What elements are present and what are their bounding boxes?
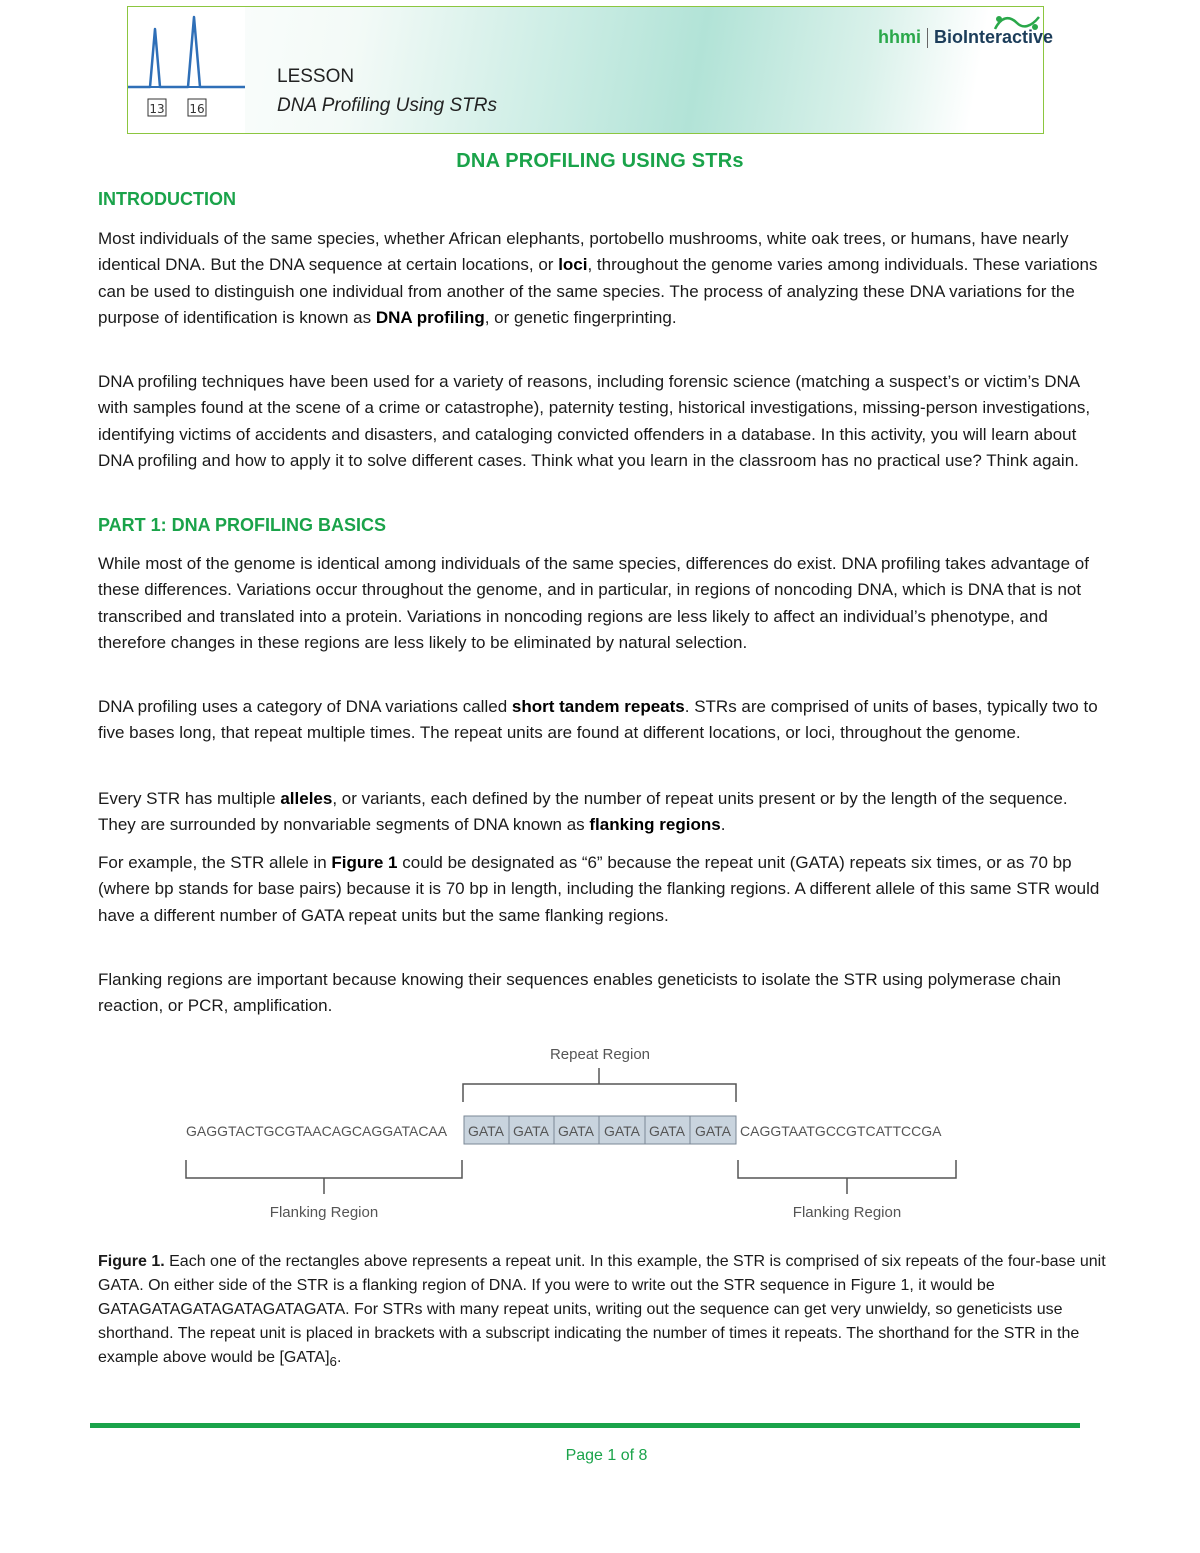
left-flank-label: Flanking Region <box>269 1204 379 1221</box>
lesson-subtitle: DNA Profiling Using STRs <box>277 95 497 116</box>
repeat-units <box>464 1116 736 1144</box>
hhmi-biointeractive-logo <box>878 27 1053 48</box>
intro-paragraph-1 <box>98 226 1103 332</box>
peak-label: 16 <box>189 102 205 116</box>
str-peaks-logo <box>128 7 245 133</box>
part1-paragraph-5: Flanking regions are important because knowing their sequences enables geneticists to isolate the STR using polymerase chain reaction, or PCR, amplification. <box>98 970 1061 1016</box>
repeat-unit: GATA <box>694 1123 732 1139</box>
document-title: DNA PROFILING USING STRs <box>456 150 744 172</box>
text: . STRs are comprised of units of bases, typically two to five bases long, that repeat multiple times. The repeat units are found at different locations, or loci, throughout the genome. <box>98 697 1098 743</box>
part1-paragraph-3 <box>98 786 1103 839</box>
text: could be designated as “6” because the repeat unit (GATA) repeats six times, or as 70 bp (where bp stands for base pairs) because it is 70 bp in length, including the flanking regions. A different allele of this same STR would have a different number of GATA repeat units but the same flanking regions. <box>98 853 1100 925</box>
figure-1 <box>180 1038 970 1228</box>
term-dna-profiling: DNA profiling <box>375 308 485 328</box>
repeat-unit: GATA <box>603 1123 641 1139</box>
text: , or genetic fingerprinting. <box>484 308 677 328</box>
term-alleles: alleles <box>280 789 333 808</box>
brand-biointeractive: BioInteractive <box>934 27 1054 47</box>
repeat-unit: GATA <box>467 1123 505 1139</box>
caption-end: . <box>336 1349 342 1366</box>
right-flank-sequence: CAGGTAATGCCGTCATTCCGA <box>740 1123 942 1139</box>
page-number: Page 1 of 8 <box>565 1447 648 1464</box>
left-flank-bracket <box>186 1160 462 1178</box>
left-flank-sequence: GAGGTACTGCGTAACAGCAGGATACAA <box>186 1123 448 1139</box>
figure-1-caption <box>98 1250 1108 1374</box>
part1-paragraph-1: While most of the genome is identical among individuals of the same species, differences do exist. DNA profiling takes advantage of these differences. Variations occur throughout the genome, and in particular, in regions of noncoding DNA, which is DNA that is not transcribed and translated into a protein. Variations in noncoding regions are less likely to affect an individual’s phenotype, and therefore changes in these regions are less likely to be eliminated by natural selection. <box>98 554 1089 653</box>
lesson-banner <box>127 6 1044 134</box>
repeat-unit: GATA <box>648 1123 686 1139</box>
right-flank-bracket <box>738 1160 956 1178</box>
text: For example, the STR allele in <box>98 853 332 872</box>
term-short-tandem-repeats: short tandem repeats <box>511 697 685 716</box>
caption-subscript: 6 <box>329 1354 337 1370</box>
part1-paragraph-4 <box>98 850 1103 929</box>
brand-divider <box>927 28 928 48</box>
text: . <box>720 815 726 835</box>
repeat-unit: GATA <box>557 1123 595 1139</box>
figure-1-reference: Figure 1 <box>331 853 398 872</box>
text: , throughout the genome varies among individuals. These variations can be used to distinguish one individual from another of the same species. The process of analyzing these DNA variations for the purpose of identification is known as <box>98 255 1098 328</box>
term-loci: loci <box>558 255 588 275</box>
heading-introduction: INTRODUCTION <box>98 189 236 209</box>
heading-part-1: PART 1: DNA PROFILING BASICS <box>98 515 387 535</box>
intro-paragraph-2: DNA profiling techniques have been used for a variety of reasons, including forensic science (matching a suspect’s or victim’s DNA with samples found at the scene of a crime or catastrophe), paternity testing, historical investigations, missing-person investigations, identifying victims of accidents and disasters, and cataloging convicted offenders in a database. In this activity, you will learn about DNA profiling and how to apply it to solve different cases. Think what you learn in the classroom has no practical use? Think again. <box>98 372 1091 471</box>
peak-label: 13 <box>149 102 165 116</box>
text: Every STR has multiple <box>98 789 281 808</box>
caption-text: Each one of the rectangles above represents a repeat unit. In this example, the STR is comprised of six repeats of the four-base unit GATA. On either side of the STR is a flanking region of DNA. If you were to write out the STR sequence in Figure 1, it would be GATAGATAGATAGATAGATAGATA. For STRs with many repeat units, writing out the sequence can get very unwieldy, so geneticists use shorthand. The repeat unit is placed in brackets with a subscript indicating the number of times it repeats. The shorthand for the STR in the example above would be [GATA] <box>98 1253 1106 1366</box>
str-diagram <box>180 1038 970 1228</box>
footer-rule <box>90 1423 1080 1428</box>
repeat-region-label: Repeat Region <box>549 1046 651 1063</box>
repeat-bracket <box>463 1084 736 1102</box>
text: DNA profiling uses a category of DNA variations called <box>98 697 512 716</box>
part1-paragraph-2 <box>98 694 1103 747</box>
term-flanking-regions: flanking regions <box>589 815 721 835</box>
text: , or variants, each defined by the number of repeat units present or by the length of the sequence. They are surrounded by nonvariable segments of DNA known as <box>98 789 1068 835</box>
repeat-unit: GATA <box>512 1123 550 1139</box>
caption-label: Figure 1. <box>98 1253 165 1270</box>
right-flank-label: Flanking Region <box>792 1204 902 1221</box>
brand-hhmi: hhmi <box>878 27 921 47</box>
electropherogram-icon <box>128 7 245 133</box>
lesson-label: LESSON <box>277 66 355 87</box>
text: Most individuals of the same species, whether African elephants, portobello mushrooms, white oak trees, or humans, have nearly identical DNA. But the DNA sequence at certain locations, or <box>98 229 1069 275</box>
